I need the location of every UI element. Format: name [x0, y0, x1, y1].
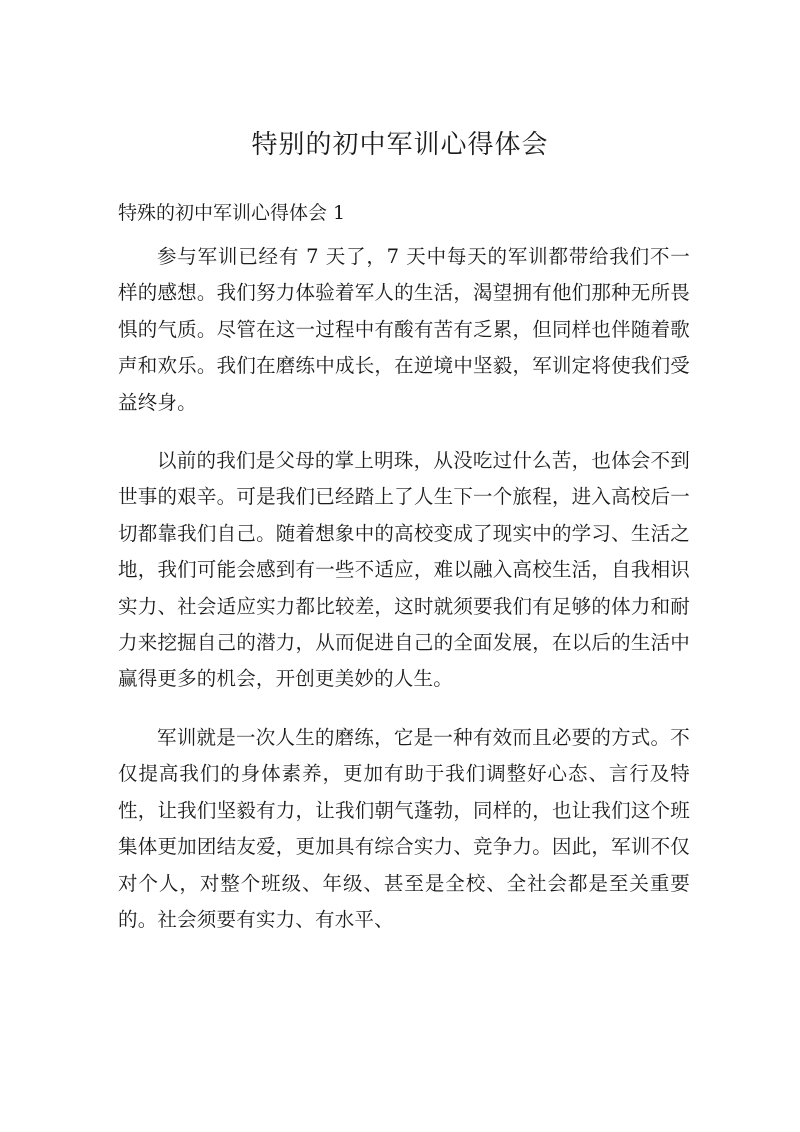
- document-title: 特别的初中军训心得体会: [251, 130, 549, 160]
- paragraph: 军训就是一次人生的磨练，它是一种有效而且必要的方式。不仅提高我们的身体素养，更加有助于我们调整好心态、言行及特性，让我们坚毅有力，让我们朝气蓬勃，同样的，也让我们这个班集体更加团结友爱，更加具有综合实力、竞争力。因此，军训不仅对个人，对整个班级、年级、甚至是全校、全社会都是至关重要的。社会须要有实力、有水平、: [118, 725, 690, 931]
- document-body: [118, 239, 690, 938]
- document-subtitle: 特殊的初中军训心得体会 1: [118, 202, 346, 224]
- paragraph: 以前的我们是父母的掌上明珠，从没吃过什么苦，也体会不到世事的艰辛。可是我们已经踏上了人生下一个旅程，进入高校后一切都靠我们自己。随着想象中的高校变成了现实中的学习、生活之地，我们可能会感到有一些不适应，难以融入高校生活，自我相识实力、社会适应实力都比较差，这时就须要我们有足够的体力和耐力来挖掘自己的潜力，从而促进自己的全面发展，在以后的生活中赢得更多的机会，开创更美妙的人生。: [118, 449, 690, 691]
- paragraph: 参与军训已经有 7 天了，7 天中每天的军训都带给我们不一样的感想。我们努力体验着军人的生活，渴望拥有他们那种无所畏惧的气质。尽管在这一过程中有酸有苦有乏累，但同样也伴随着歌声和欢乐。我们在磨练中成长，在逆境中坚毅，军训定将使我们受益终身。: [118, 245, 690, 414]
